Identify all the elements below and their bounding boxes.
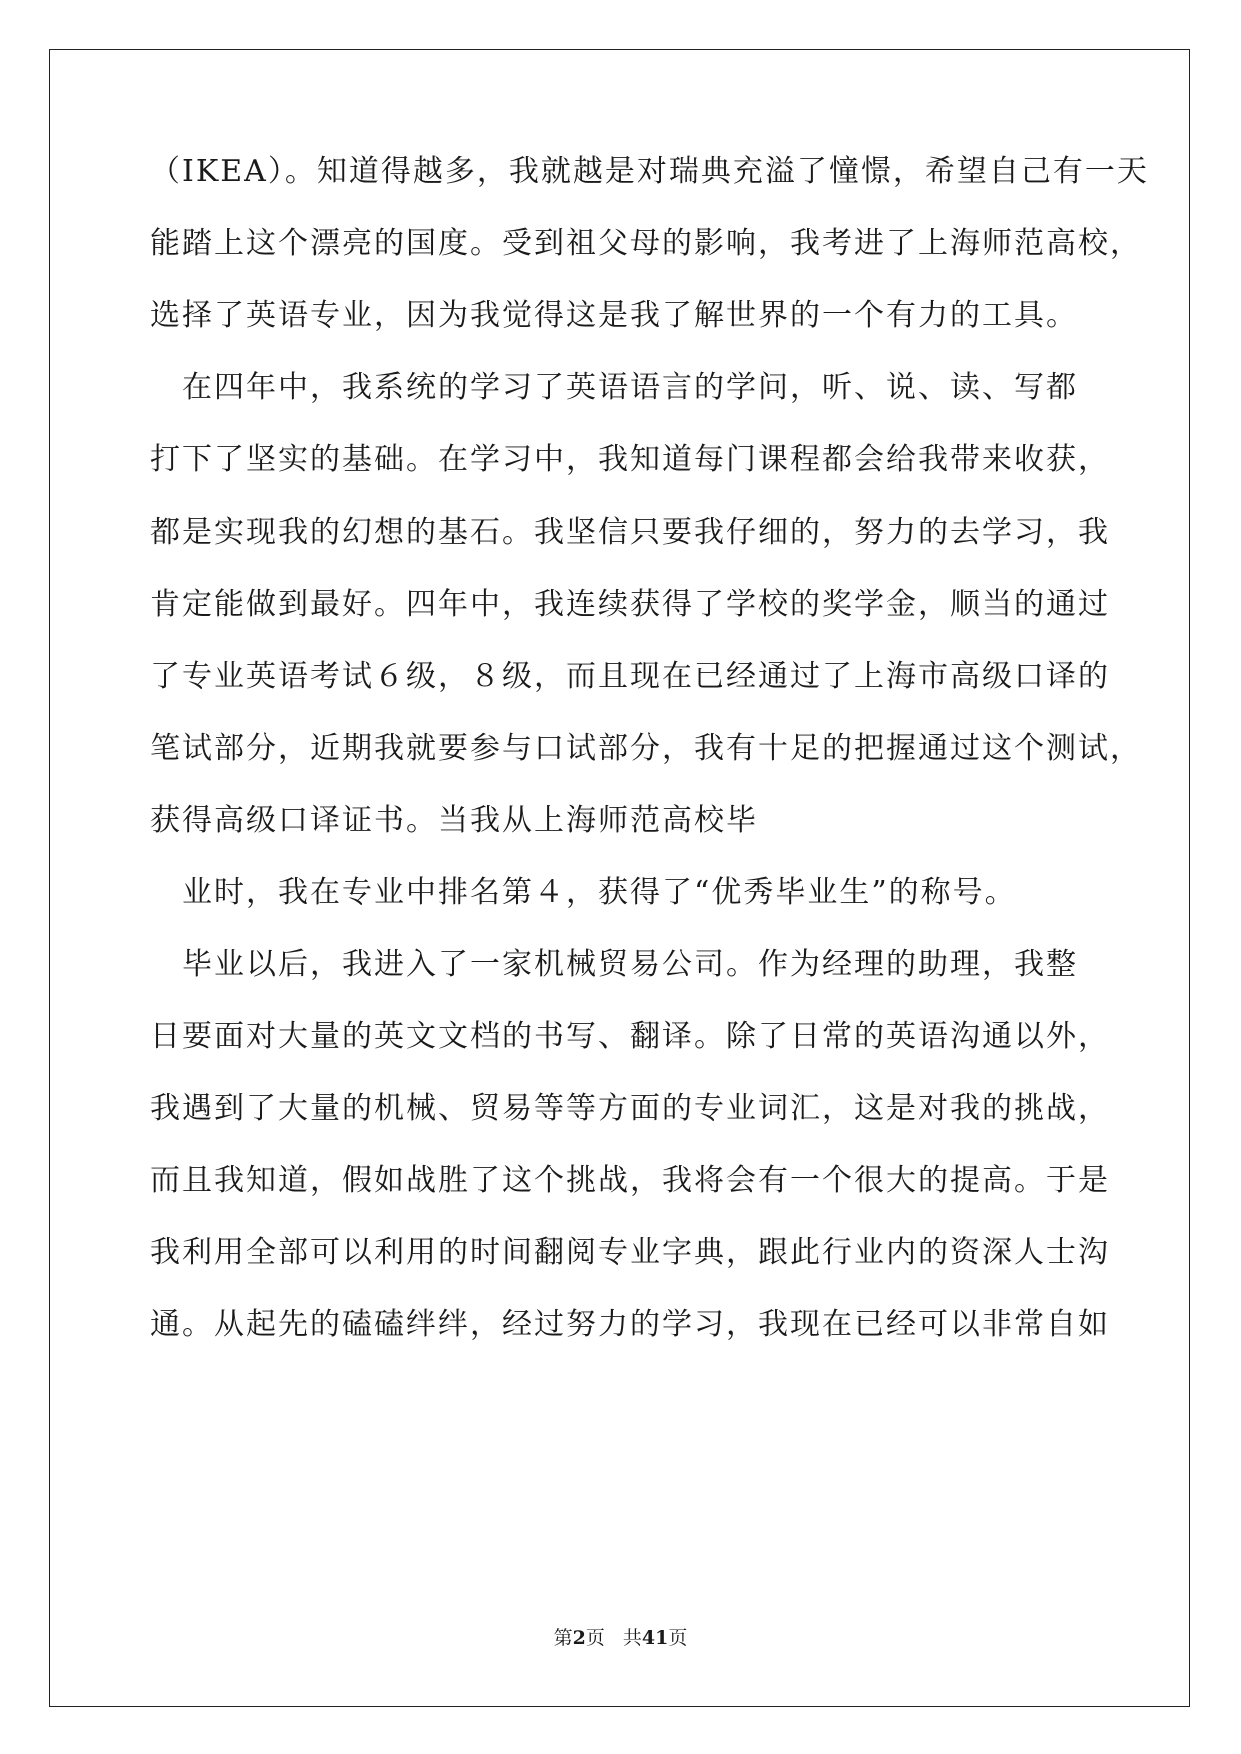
body-line: 打下了坚实的基础。在学习中，我知道每门课程都会给我带来收获， [150,442,1110,477]
body-line: 肯定能做到最好。四年中，我连续获得了学校的奖学金，顺当的通过 [150,587,1110,622]
body-line: 在四年中，我系统的学习了英语语言的学问，听、说、读、写都 [150,370,1078,405]
body-line: 选择了英语专业，因为我觉得这是我了解世界的一个有力的工具。 [150,298,1078,333]
body-line: 都是实现我的幻想的基石。我坚信只要我仔细的，努力的去学习，我 [150,515,1110,550]
page-number: 2 [572,1627,586,1649]
body-line: 我遇到了大量的机械、贸易等等方面的专业词汇，这是对我的挑战， [150,1091,1110,1126]
total-label-prefix: 共 [622,1627,642,1649]
total-pages: 41 [641,1627,669,1649]
page-label-prefix: 第 [553,1627,573,1649]
page-label-suffix: 页 [585,1627,605,1649]
body-line: 业时，我在专业中排名第４，获得了“优秀毕业生”的称号。 [150,875,1017,910]
body-line: 了专业英语考试６级，８级，而且现在已经通过了上海市高级口译的 [150,659,1110,694]
body-line: （IKEA）。知道得越多，我就越是对瑞典充溢了憧憬，希望自己有一天 [150,154,1149,189]
body-line: 通。从起先的磕磕绊绊，经过努力的学习，我现在已经可以非常自如 [150,1307,1110,1342]
body-line: 而且我知道，假如战胜了这个挑战，我将会有一个很大的提高。于是 [150,1163,1110,1198]
total-label-suffix: 页 [668,1627,688,1649]
body-line: 我利用全部可以利用的时间翻阅专业字典，跟此行业内的资深人士沟 [150,1235,1110,1270]
body-line: 获得高级口译证书。当我从上海师范高校毕 [150,803,758,838]
body-line: 毕业以后，我进入了一家机械贸易公司。作为经理的助理，我整 [150,947,1078,982]
page-footer [0,1626,1241,1650]
body-line: 能踏上这个漂亮的国度。受到祖父母的影响，我考进了上海师范高校， [150,226,1142,261]
body-line: 笔试部分，近期我就要参与口试部分，我有十足的把握通过这个测试， [150,731,1142,766]
body-line: 日要面对大量的英文文档的书写、翻译。除了日常的英语沟通以外， [150,1019,1110,1054]
